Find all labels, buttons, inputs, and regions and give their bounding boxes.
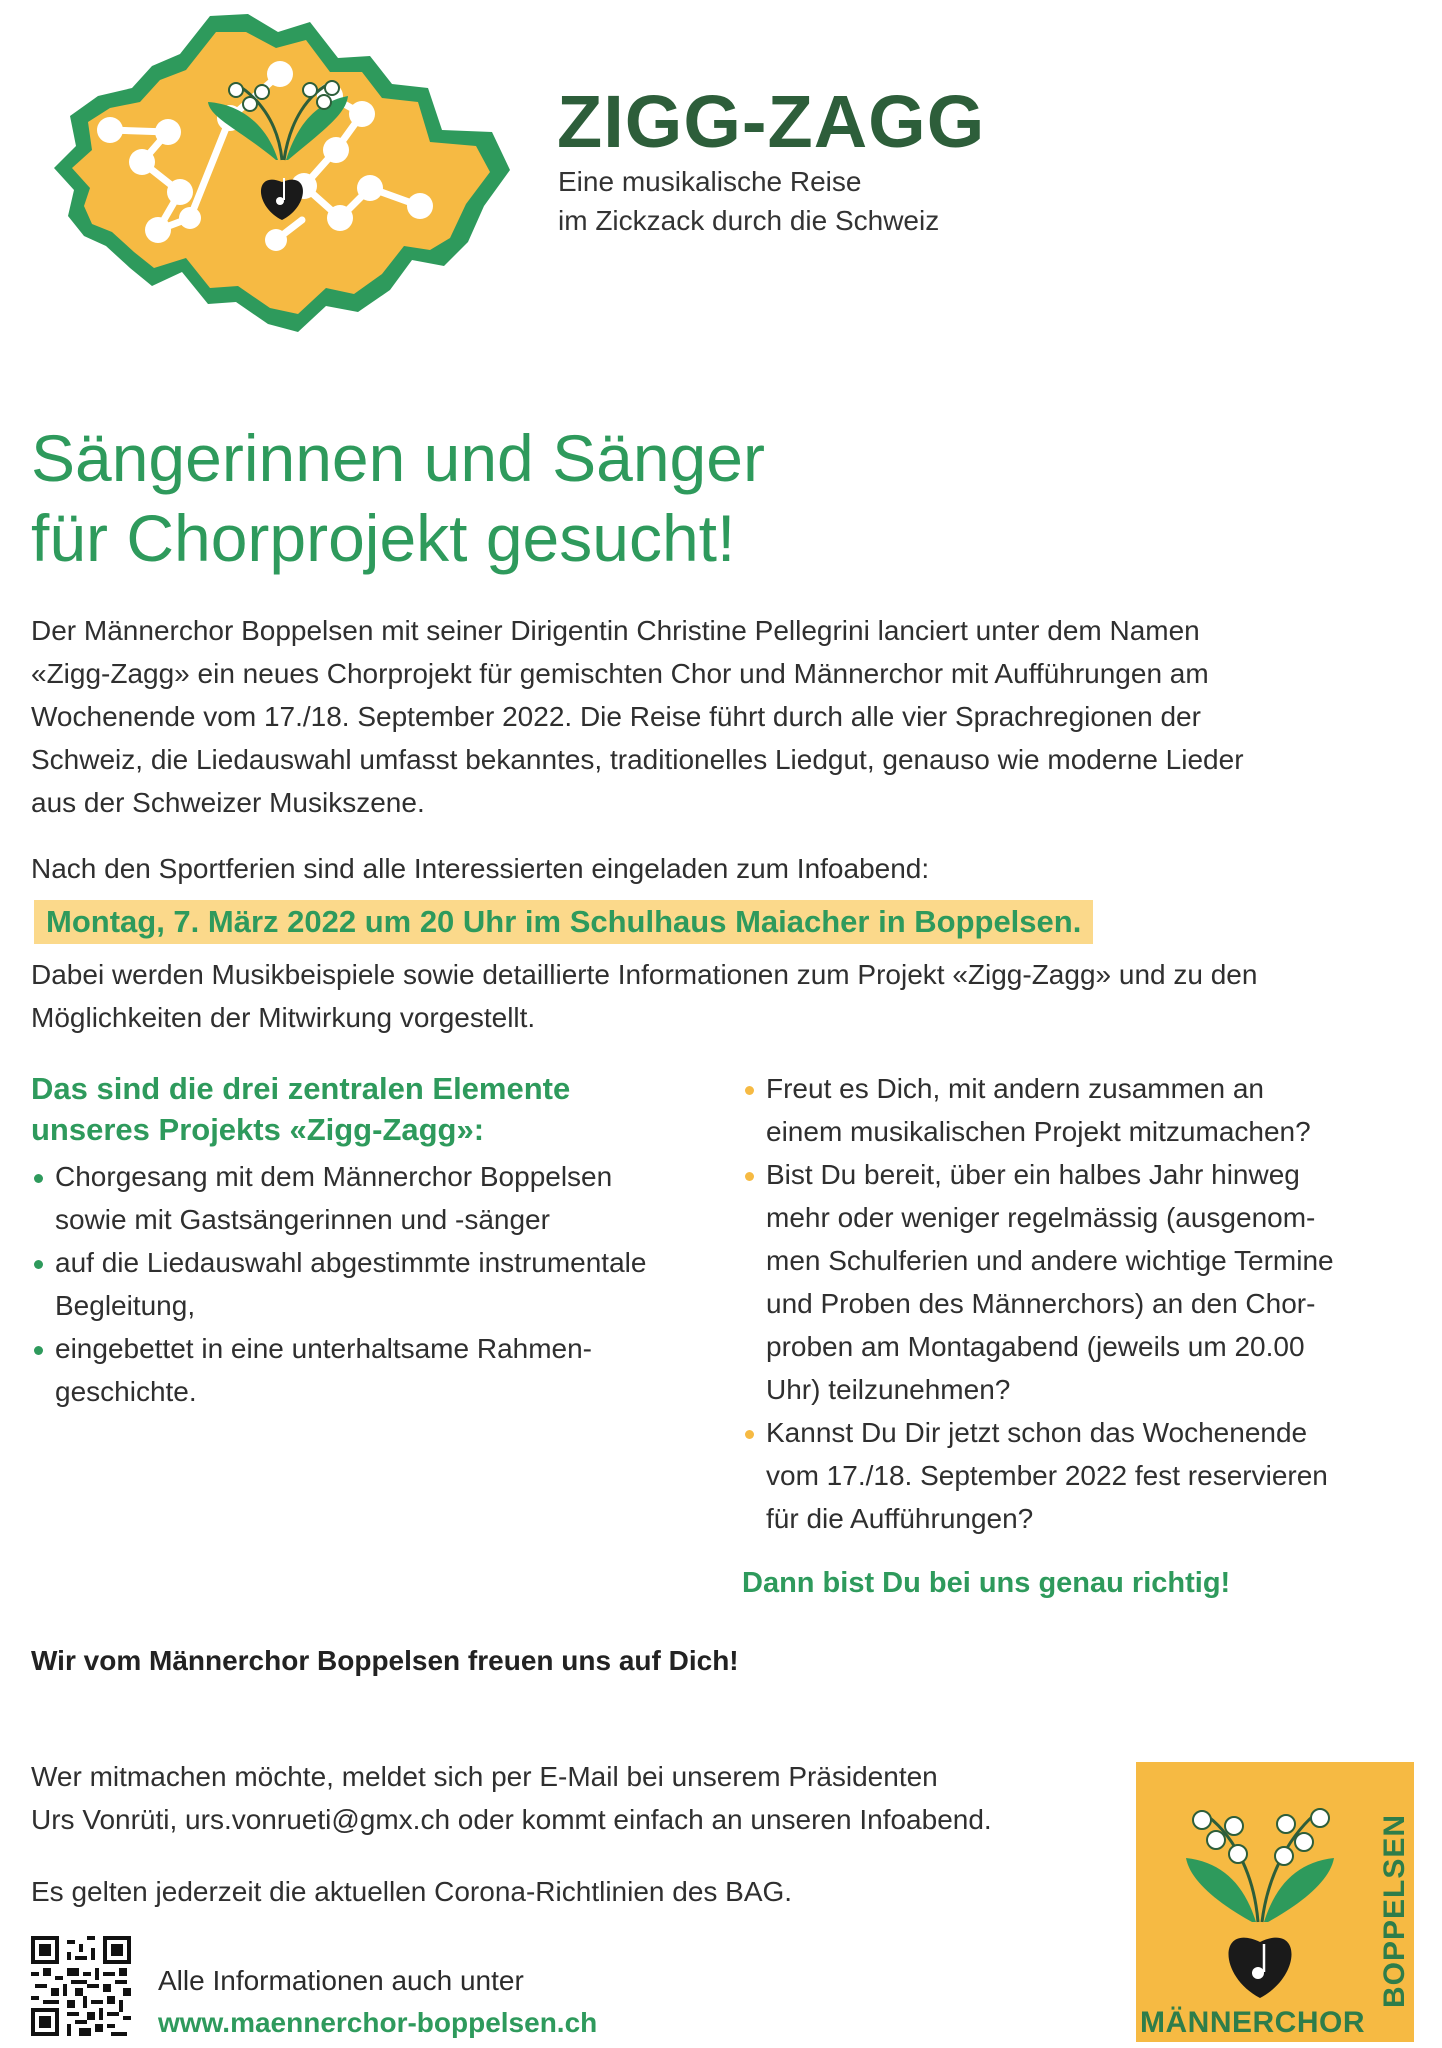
questions-list: [742, 1067, 1412, 1540]
headline: Sängerinnen und Sänger für Chorprojekt gesucht!: [31, 421, 765, 575]
lily-of-the-valley-icon: [1136, 1762, 1414, 2042]
list-item: Freut es Dich, mit andern zusammen an einem musikalischen Projekt mitzumachen?: [742, 1067, 1412, 1153]
maennerchor-logo: [1136, 1762, 1414, 2042]
elements-heading: Das sind die drei zentralen Elemente unseres Projekts «Zigg-Zagg»:: [31, 1071, 571, 1147]
website-link[interactable]: www.maennerchor-boppelsen.ch: [158, 2007, 598, 2038]
event-highlight: Montag, 7. März 2022 um 20 Uhr im Schulhaus Maiacher in Boppelsen.: [34, 900, 1093, 944]
intro-paragraph: Der Männerchor Boppelsen mit seiner Dirigentin Christine Pellegrini lanciert unter dem Namen «Zigg-Zagg» ein neues Chorprojekt für gemischten Chor und Männerchor mit Aufführungen am Wochenende vom 17./18. September 2022. Die Reise führt durch alle vier Sprachregionen der Schweiz, die Liedauswahl umfasst bekanntes, traditionelles Liedgut, genauso wie moderne Lieder aus der Schweizer Musikszene.: [31, 615, 1244, 818]
switzerland-map-logo: [40, 10, 530, 340]
elements-list: [31, 1155, 711, 1413]
list-item: auf die Liedauswahl abgestimmte instrumentale Begleitung,: [31, 1241, 711, 1327]
list-item: Kannst Du Dir jetzt schon das Wochenende vom 17./18. September 2022 fest reservieren für die Aufführungen?: [742, 1411, 1412, 1540]
list-item: eingebettet in eine unterhaltsame Rahmen- geschichte.: [31, 1327, 711, 1413]
list-item: Bist Du bereit, über ein halbes Jahr hinweg mehr oder weniger regelmässig (ausgenom- men Schulferien und andere wichtige Termine und Proben des Männerchors) an den Chor- proben am Montagabend (jeweils um 20.00 Uhr) teilzunehmen?: [742, 1153, 1412, 1411]
logo-text-vertical: BOPPELSEN: [1378, 1813, 1411, 2008]
brand-title: ZIGG-ZAGG: [557, 80, 986, 163]
footer-info: [158, 1960, 597, 2044]
corona-note: Es gelten jederzeit die aktuellen Corona-Richtlinien des BAG.: [31, 1876, 793, 1907]
event-details: Dabei werden Musikbeispiele sowie detaillierte Informationen zum Projekt «Zigg-Zagg» und zu den Möglichkeiten der Mitwirkung vorgestellt.: [31, 959, 1258, 1033]
contact-paragraph: Wer mitmachen möchte, meldet sich per E-Mail bei unserem Präsidenten Urs Vonrüti, urs.vonrueti@gmx.ch oder kommt einfach an unseren Infoabend.: [31, 1761, 992, 1835]
invite-line: Nach den Sportferien sind alle Interessierten eingeladen zum Infoabend:: [31, 853, 930, 884]
qr-code-icon: [31, 1936, 131, 2036]
logo-text-horizontal: MÄNNERCHOR: [1140, 2006, 1365, 2039]
closing-line: Wir vom Männerchor Boppelsen freuen uns auf Dich!: [31, 1645, 739, 1676]
list-item: Chorgesang mit dem Männerchor Boppelsen sowie mit Gastsängerinnen und -sänger: [31, 1155, 711, 1241]
call-to-action: Dann bist Du bei uns genau richtig!: [742, 1567, 1231, 1599]
footer-info-label: Alle Informationen auch unter: [158, 1965, 524, 1996]
brand-subtitle: Eine musikalische Reise im Zickzack durch die Schweiz: [558, 166, 940, 236]
